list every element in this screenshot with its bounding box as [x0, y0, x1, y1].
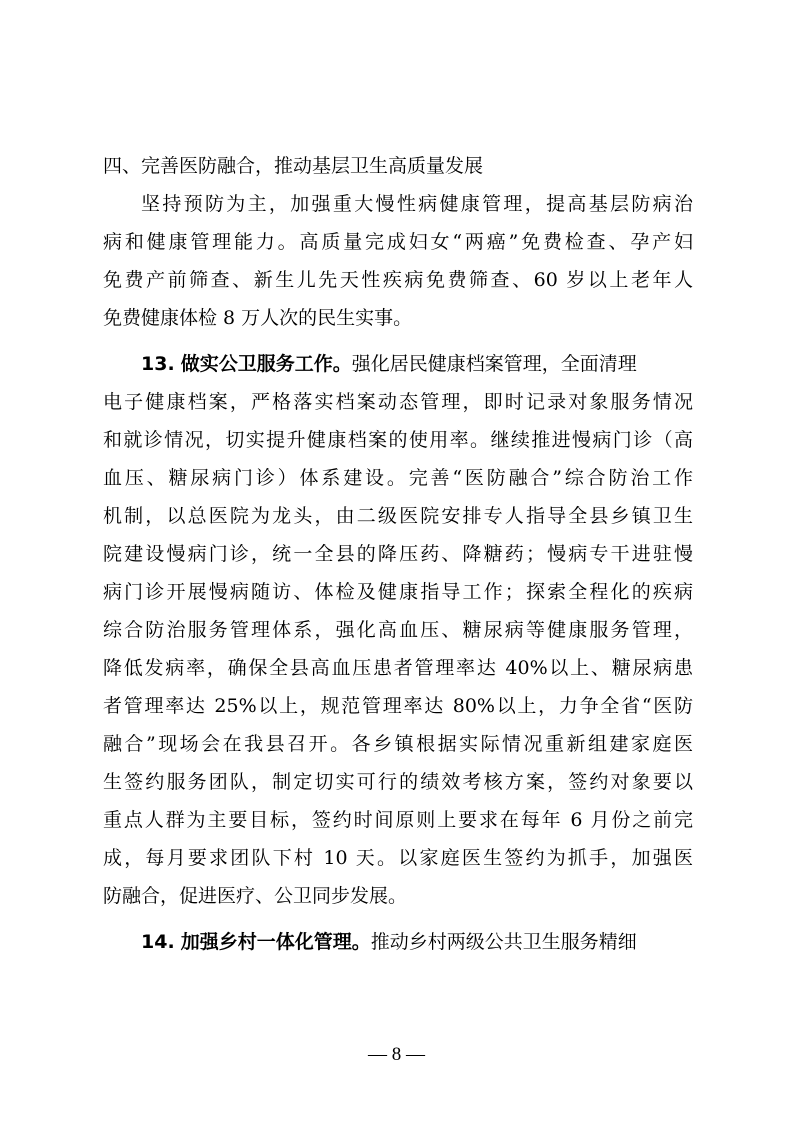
item-13-first-line	[141, 347, 693, 381]
item-14-first-line	[141, 925, 693, 959]
item-13-line: 机制，以总医院为龙头，由二级医院安排专人指导全县乡镇卫生	[103, 505, 693, 527]
item-14-first-text: 推动乡村两级公共卫生服务精细	[370, 931, 637, 953]
intro-line: 免费健康体检 8 万人次的民生实事。	[103, 307, 413, 329]
item-13-line: 防融合，促进医疗、公卫同步发展。	[103, 885, 408, 907]
intro-line: 坚持预防为主，加强重大慢性病健康管理，提高基层防病治	[141, 193, 693, 215]
item-13-line: 血压、糖尿病门诊）体系建设。完善“医防融合”综合防治工作	[103, 467, 693, 489]
item-13-title: 做实公卫服务工作。	[180, 353, 352, 375]
item-13-line: 病门诊开展慢病随访、体检及健康指导工作；探索全程化的疾病	[103, 581, 693, 603]
item-13-line: 生签约服务团队，制定切实可行的绩效考核方案，签约对象要以	[103, 771, 693, 793]
item-13-line: 融合”现场会在我县召开。各乡镇根据实际情况重新组建家庭医	[103, 733, 693, 755]
item-13-number: 13.	[141, 353, 175, 375]
intro-line: 病和健康管理能力。高质量完成妇女“两癌”免费检查、孕产妇	[103, 231, 693, 253]
item-13-first-text: 强化居民健康档案管理，全面清理	[351, 353, 637, 375]
item-13-line: 成，每月要求团队下村 10 天。以家庭医生签约为抓手，加强医	[103, 847, 693, 869]
item-13-line: 电子健康档案，严格落实档案动态管理，即时记录对象服务情况	[103, 391, 693, 413]
item-13-line: 综合防治服务管理体系，强化高血压、糖尿病等健康服务管理，	[103, 619, 693, 641]
intro-line: 免费产前筛查、新生儿先天性疾病免费筛查、60 岁以上老年人	[103, 269, 693, 291]
section-heading: 四、完善医防融合，推动基层卫生高质量发展	[103, 155, 484, 177]
item-13-line: 重点人群为主要目标，签约时间原则上要求在每年 6 月份之前完	[103, 809, 693, 831]
page-number: — 8 —	[368, 1044, 425, 1065]
item-13-line: 院建设慢病门诊，统一全县的降压药、降糖药；慢病专干进驻慢	[103, 543, 693, 565]
item-13-line: 者管理率达 25%以上，规范管理率达 80%以上，力争全省“医防	[103, 695, 693, 717]
item-14-number: 14.	[141, 931, 175, 953]
item-13-line: 和就诊情况，切实提升健康档案的使用率。继续推进慢病门诊（高	[103, 429, 693, 451]
item-13-line: 降低发病率，确保全县高血压患者管理率达 40%以上、糖尿病患	[103, 657, 693, 679]
item-14-title: 加强乡村一体化管理。	[180, 931, 371, 953]
